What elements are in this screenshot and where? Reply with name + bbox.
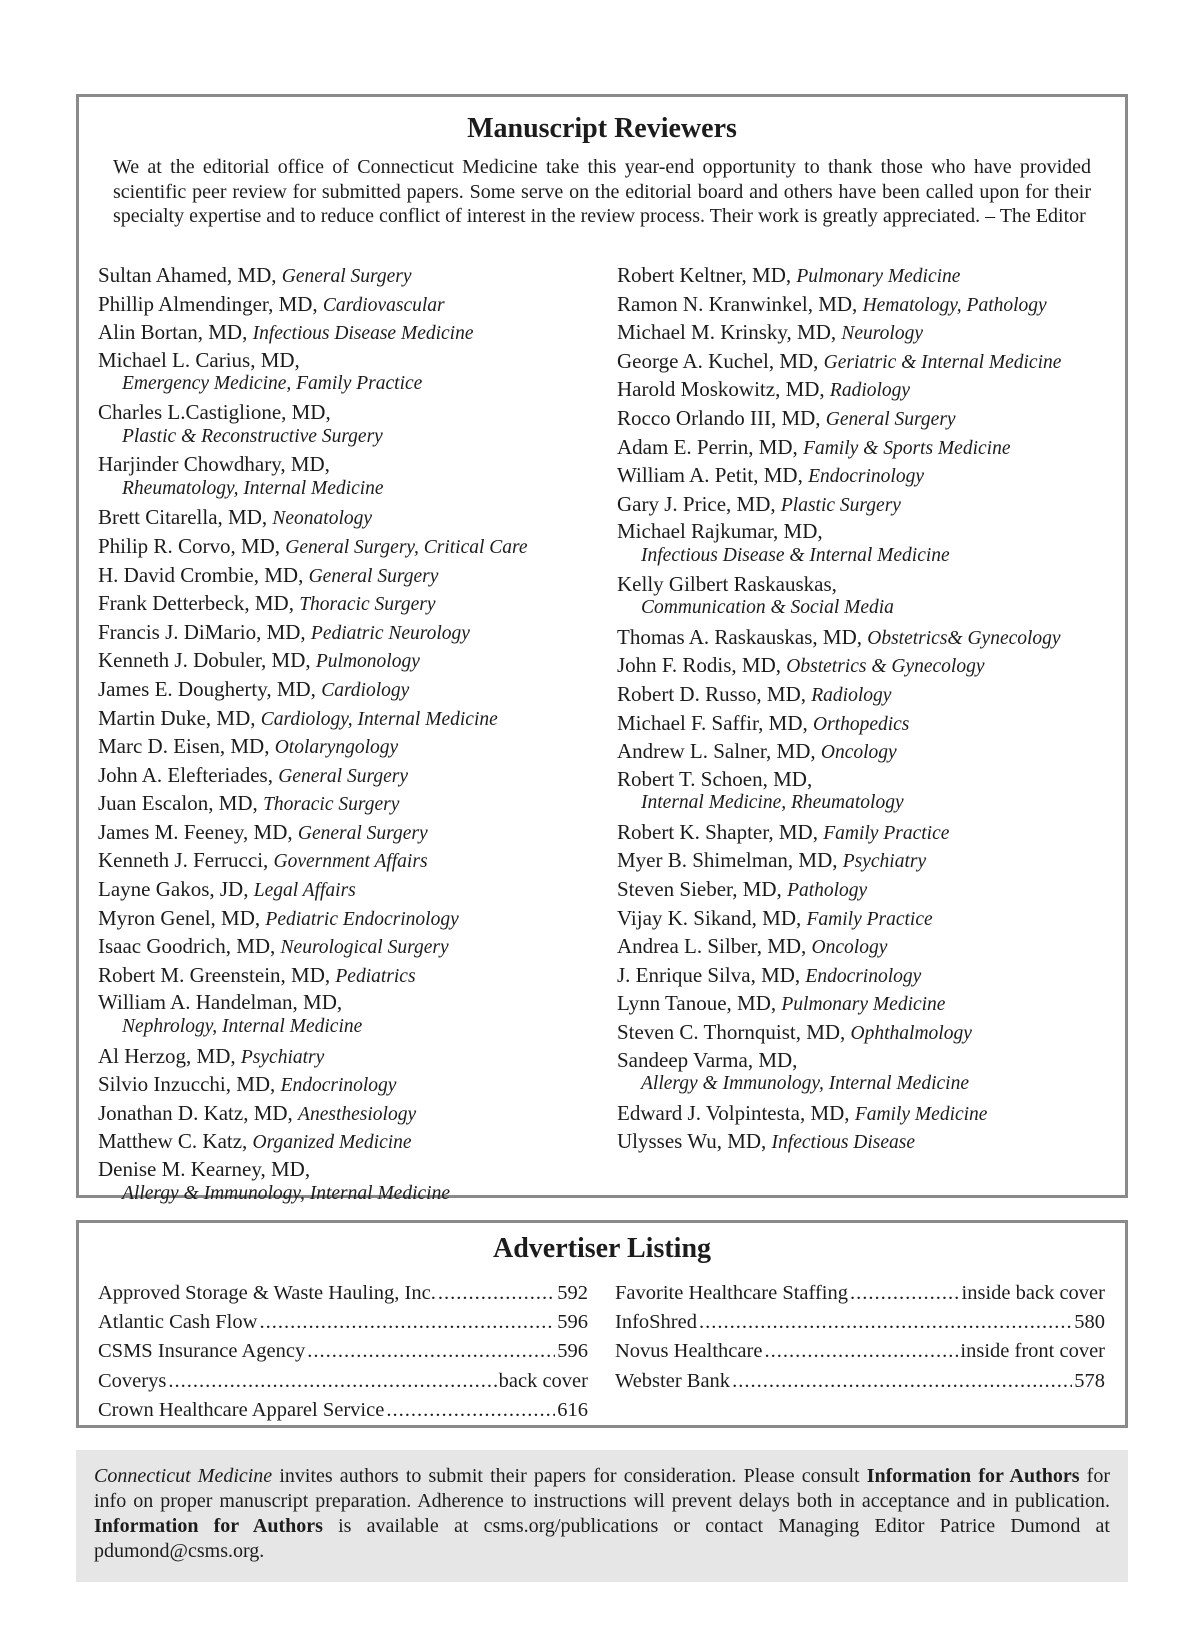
reviewer-entry: James M. Feeney, MD, General Surgery [98, 819, 428, 844]
reviewer-entry: Al Herzog, MD, Psychiatry [98, 1043, 325, 1068]
advertiser-row: InfoShred ..... 580 [615, 1308, 1105, 1337]
reviewer-entry: Edward J. Volpintesta, MD, Family Medicine [617, 1100, 988, 1125]
reviewer-entry: Sandeep Varma, MD, Allergy & Immunology, Internal Medicine [617, 1047, 969, 1095]
reviewer-entry: Andrew L. Salner, MD, Oncology [617, 739, 897, 764]
advertiser-row: Webster Bank ..... 578 [615, 1367, 1105, 1396]
reviewer-entry: William A. Petit, MD, Endocrinology [617, 463, 924, 488]
reviewer-entry: Silvio Inzucchi, MD, Endocrinology [98, 1072, 397, 1097]
reviewer-entry: Myron Genel, MD, Pediatric Endocrinology [98, 905, 459, 930]
advertiser-listing-box [76, 1220, 1128, 1428]
reviewer-entry: Rocco Orlando III, MD, General Surgery [617, 405, 956, 430]
reviewers-intro: We at the editorial office of Connecticut Medicine take this year-end opportunity to thank those who have provided scientific peer review for submitted papers. Some serve on the editorial board and others have been called upon for their specialty expertise and to reduce conflict of interest in the review process. Their work is greatly appreciated. – The Editor [113, 156, 1091, 227]
reviewer-entry: Kenneth J. Dobuler, MD, Pulmonology [98, 648, 420, 673]
advertiser-row: CSMS Insurance Agency ..... 596 [98, 1337, 588, 1366]
advertiser-row: Approved Storage & Waste Hauling, Inc. ..... 592 [98, 1279, 588, 1308]
reviewer-entry: Robert T. Schoen, MD, Internal Medicine, Rheumatology [617, 766, 904, 814]
reviewer-entry: Lynn Tanoue, MD, Pulmonary Medicine [617, 991, 946, 1016]
reviewer-entry: J. Enrique Silva, MD, Endocrinology [617, 962, 922, 987]
reviewer-entry: Layne Gakos, JD, Legal Affairs [98, 877, 356, 902]
reviewer-entry: Vijay K. Sikand, MD, Family Practice [617, 905, 933, 930]
reviewer-entry: Harjinder Chowdhary, MD, Rheumatology, Internal Medicine [98, 452, 384, 499]
reviewer-entry: George A. Kuchel, MD, Geriatric & Internal Medicine [617, 348, 1062, 373]
reviewer-entry: Steven C. Thornquist, MD, Ophthalmology [617, 1020, 972, 1045]
reviewer-entry: Marc D. Eisen, MD, Otolaryngology [98, 734, 399, 759]
manuscript-reviewers-box [76, 94, 1128, 1204]
advertisers-left-column [98, 1279, 588, 1425]
reviewers-right-column [617, 262, 1127, 1157]
reviewer-entry: Adam E. Perrin, MD, Family & Sports Medicine [617, 434, 1011, 459]
reviewer-entry: Matthew C. Katz, Organized Medicine [98, 1129, 412, 1154]
reviewer-entry: Frank Detterbeck, MD, Thoracic Surgery [98, 591, 436, 616]
reviewer-entry: Charles L.Castiglione, MD, Plastic & Reconstructive Surgery [98, 399, 383, 447]
reviewer-entry: Steven Sieber, MD, Pathology [617, 877, 868, 902]
reviewer-entry: John F. Rodis, MD, Obstetrics & Gynecology [617, 653, 985, 678]
reviewer-entry: Brett Citarella, MD, Neonatology [98, 505, 373, 530]
reviewer-entry: Ramon N. Kranwinkel, MD, Hematology, Pathology [617, 291, 1047, 316]
reviewer-entry: Andrea L. Silber, MD, Oncology [617, 934, 888, 959]
reviewers-left-column [98, 262, 598, 1209]
reviewer-entry: Juan Escalon, MD, Thoracic Surgery [98, 791, 400, 816]
advertiser-row: Coverys ..... back cover [98, 1367, 588, 1396]
reviewer-entry: Jonathan D. Katz, MD, Anesthesiology [98, 1100, 417, 1125]
reviewer-entry: Myer B. Shimelman, MD, Psychiatry [617, 848, 927, 873]
reviewer-entry: John A. Elefteriades, General Surgery [98, 762, 408, 787]
reviewer-entry: Michael M. Krinsky, MD, Neurology [617, 320, 923, 345]
reviewer-entry: William A. Handelman, MD, Nephrology, Internal Medicine [98, 990, 363, 1038]
reviewer-entry: Philip R. Corvo, MD, General Surgery, Critical Care [98, 533, 528, 558]
reviewer-entry: Phillip Almendinger, MD, Cardiovascular [98, 291, 445, 316]
advertisers-right-column [615, 1279, 1105, 1396]
reviewer-entry: Gary J. Price, MD, Plastic Surgery [617, 491, 901, 516]
reviewer-entry: Kelly Gilbert Raskauskas, Communication & Social Media [617, 571, 894, 619]
advertiser-row: Atlantic Cash Flow ..... 596 [98, 1308, 588, 1337]
reviewer-entry: Francis J. DiMario, MD, Pediatric Neurology [98, 619, 470, 644]
reviewer-entry: Sultan Ahamed, MD, General Surgery [98, 263, 412, 287]
reviewer-entry: H. David Crombie, MD, General Surgery [98, 562, 439, 587]
reviewer-entry: Robert K. Shapter, MD, Family Practice [617, 819, 950, 844]
reviewer-entry: Kenneth J. Ferrucci, Government Affairs [98, 848, 428, 873]
reviewers-title: Manuscript Reviewers [467, 113, 737, 144]
reviewer-entry: Isaac Goodrich, MD, Neurological Surgery [98, 934, 449, 959]
reviewer-entry: Robert M. Greenstein, MD, Pediatrics [98, 962, 416, 987]
advertiser-row: Novus Healthcare ..... inside front cover [615, 1337, 1105, 1366]
reviewer-entry: James E. Dougherty, MD, Cardiology [98, 676, 410, 701]
reviewer-entry: Robert Keltner, MD, Pulmonary Medicine [617, 263, 961, 287]
authors-info-text: Connecticut Medicine invites authors to submit their papers for consideration. Please consult Information for Authors for info on proper manuscript preparation. Adherence to instructions will prevent delays both in acceptance and in publication. Information for Authors is available at csms.org/publications or contact Managing Editor Patrice Dumond at pdumond@csms.org. [94, 1465, 1111, 1562]
reviewer-entry: Martin Duke, MD, Cardiology, Internal Medicine [98, 705, 498, 730]
reviewer-entry: Ulysses Wu, MD, Infectious Disease [617, 1129, 916, 1154]
reviewer-entry: Alin Bortan, MD, Infectious Disease Medicine [98, 320, 474, 345]
authors-info-footer [76, 1450, 1128, 1582]
reviewer-entry: Denise M. Kearney, MD, Allergy & Immunology, Internal Medicine [98, 1157, 450, 1204]
reviewer-entry: Michael Rajkumar, MD, Infectious Disease & Internal Medicine [617, 519, 950, 566]
advertiser-row: Favorite Healthcare Staffing ..... inside back cover [615, 1279, 1105, 1308]
reviewer-entry: Robert D. Russo, MD, Radiology [617, 681, 892, 706]
reviewer-entry: Thomas A. Raskauskas, MD, Obstetrics& Gynecology [617, 624, 1061, 649]
reviewer-entry: Michael F. Saffir, MD, Orthopedics [617, 710, 910, 735]
reviewer-entry: Michael L. Carius, MD, Emergency Medicine, Family Practice [98, 347, 423, 395]
advertiser-row: Crown Healthcare Apparel Service ..... 616 [98, 1396, 588, 1425]
advertisers-title: Advertiser Listing [492, 1233, 712, 1264]
reviewer-entry: Harold Moskowitz, MD, Radiology [617, 377, 911, 402]
